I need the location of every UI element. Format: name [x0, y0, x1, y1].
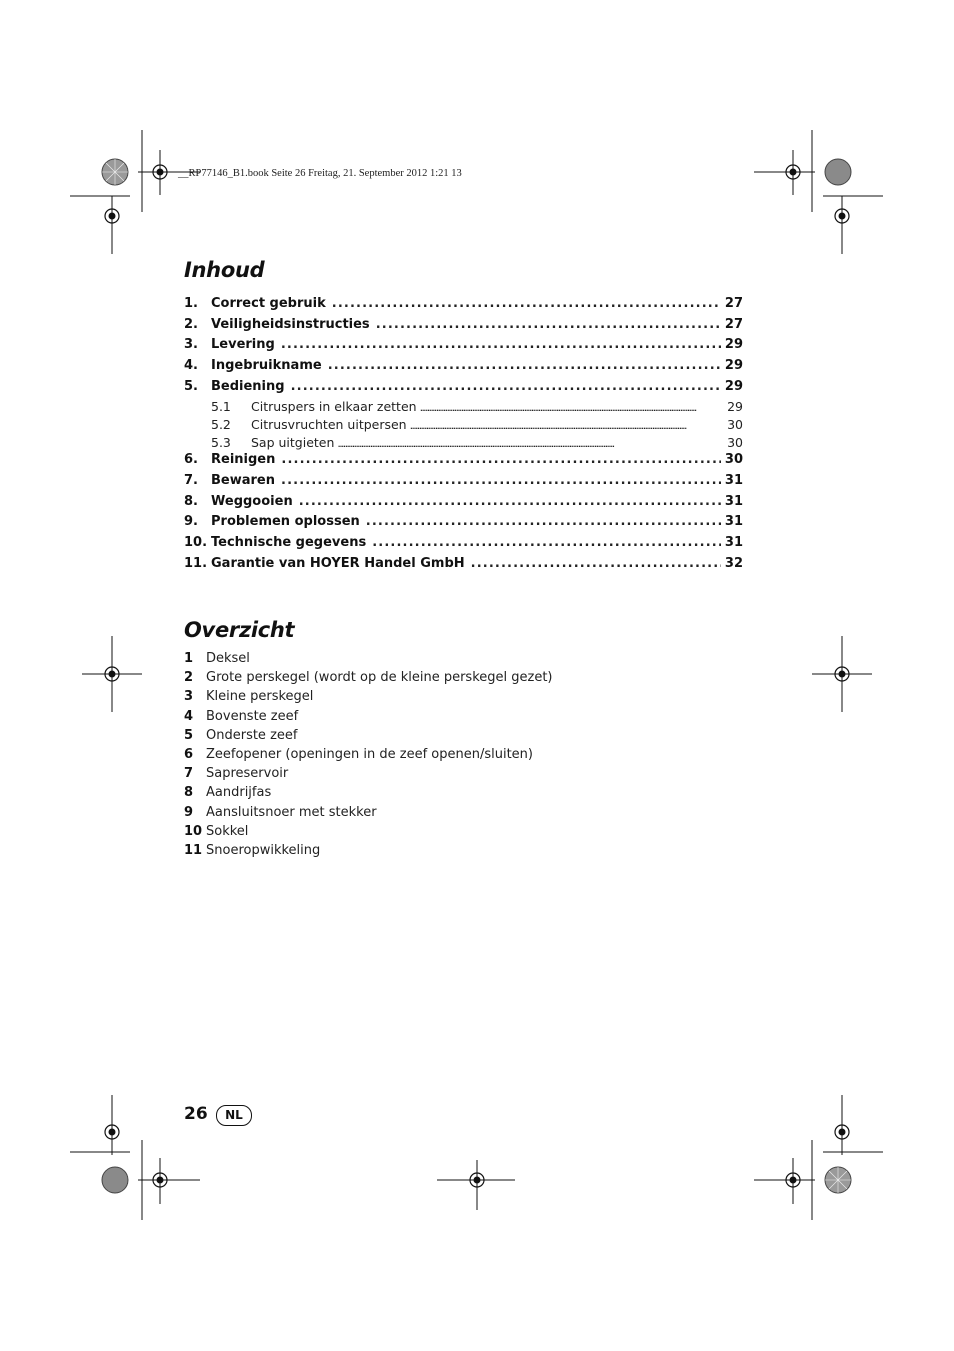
list-item: 10 Sokkel — [184, 823, 249, 839]
list-item: 8 Aandrijfas — [184, 785, 272, 801]
page-number: 26 — [184, 1104, 208, 1124]
list-item: 4 Bovenste zeef — [184, 708, 299, 724]
toc-entry[interactable]: 1. Correct gebruik . . . 27 — [184, 296, 743, 317]
list-item: 6 Zeefopener (openingen in de zeef openen/sluiten) — [184, 746, 533, 762]
list-item: 9 Aansluitsnoer met stekker — [184, 804, 377, 820]
list-item: 2 Grote perskegel (wordt op de kleine perskegel gezet) — [184, 670, 553, 686]
toc-entry[interactable]: 9. Problemen oplossen . . . 31 — [184, 514, 743, 535]
parts-overview-list — [184, 651, 553, 862]
list-item: 11 Snoeropwikkeling — [184, 842, 321, 858]
toc-entry[interactable]: 2. Veiligheidsinstructies . . . 27 — [184, 317, 743, 338]
toc-title: Inhoud — [184, 258, 265, 282]
toc-entry[interactable]: 6. Reinigen . . . 30 — [184, 452, 743, 473]
toc-entry[interactable]: 11. Garantie van HOYER Handel GmbH . . . 32 — [184, 556, 743, 577]
list-item: 3 Kleine perskegel — [184, 689, 314, 705]
list-item: 5 Onderste zeef — [184, 727, 298, 743]
overview-title: Overzicht — [184, 618, 295, 642]
toc-subentry[interactable]: 5.2 Citrusvruchten uitpersen . . . 30 — [184, 417, 743, 435]
toc-entry[interactable]: 4. Ingebruikname . . . 29 — [184, 358, 743, 379]
toc-entry[interactable]: 7. Bewaren . . . 31 — [184, 473, 743, 494]
table-of-contents — [184, 296, 743, 576]
list-item: 7 Sapreservoir — [184, 766, 289, 782]
toc-entry[interactable]: 8. Weggooien . . . 31 — [184, 494, 743, 515]
toc-subentry[interactable]: 5.1 Citruspers in elkaar zetten . . . 29 — [184, 399, 743, 417]
toc-subentry[interactable]: 5.3 Sap uitgieten . . . 30 — [184, 435, 743, 453]
language-badge: NL — [216, 1105, 252, 1126]
toc-entry[interactable]: 3. Levering . . . 29 — [184, 337, 743, 358]
print-slug: __RP77146_B1.book Seite 26 Freitag, 21. September 2012 1:21 13 — [178, 168, 462, 179]
list-item: 1 Deksel — [184, 651, 250, 666]
toc-entry[interactable]: 5. Bediening . . . 29 — [184, 379, 743, 400]
toc-entry[interactable]: 10. Technische gegevens . . . 31 — [184, 535, 743, 556]
